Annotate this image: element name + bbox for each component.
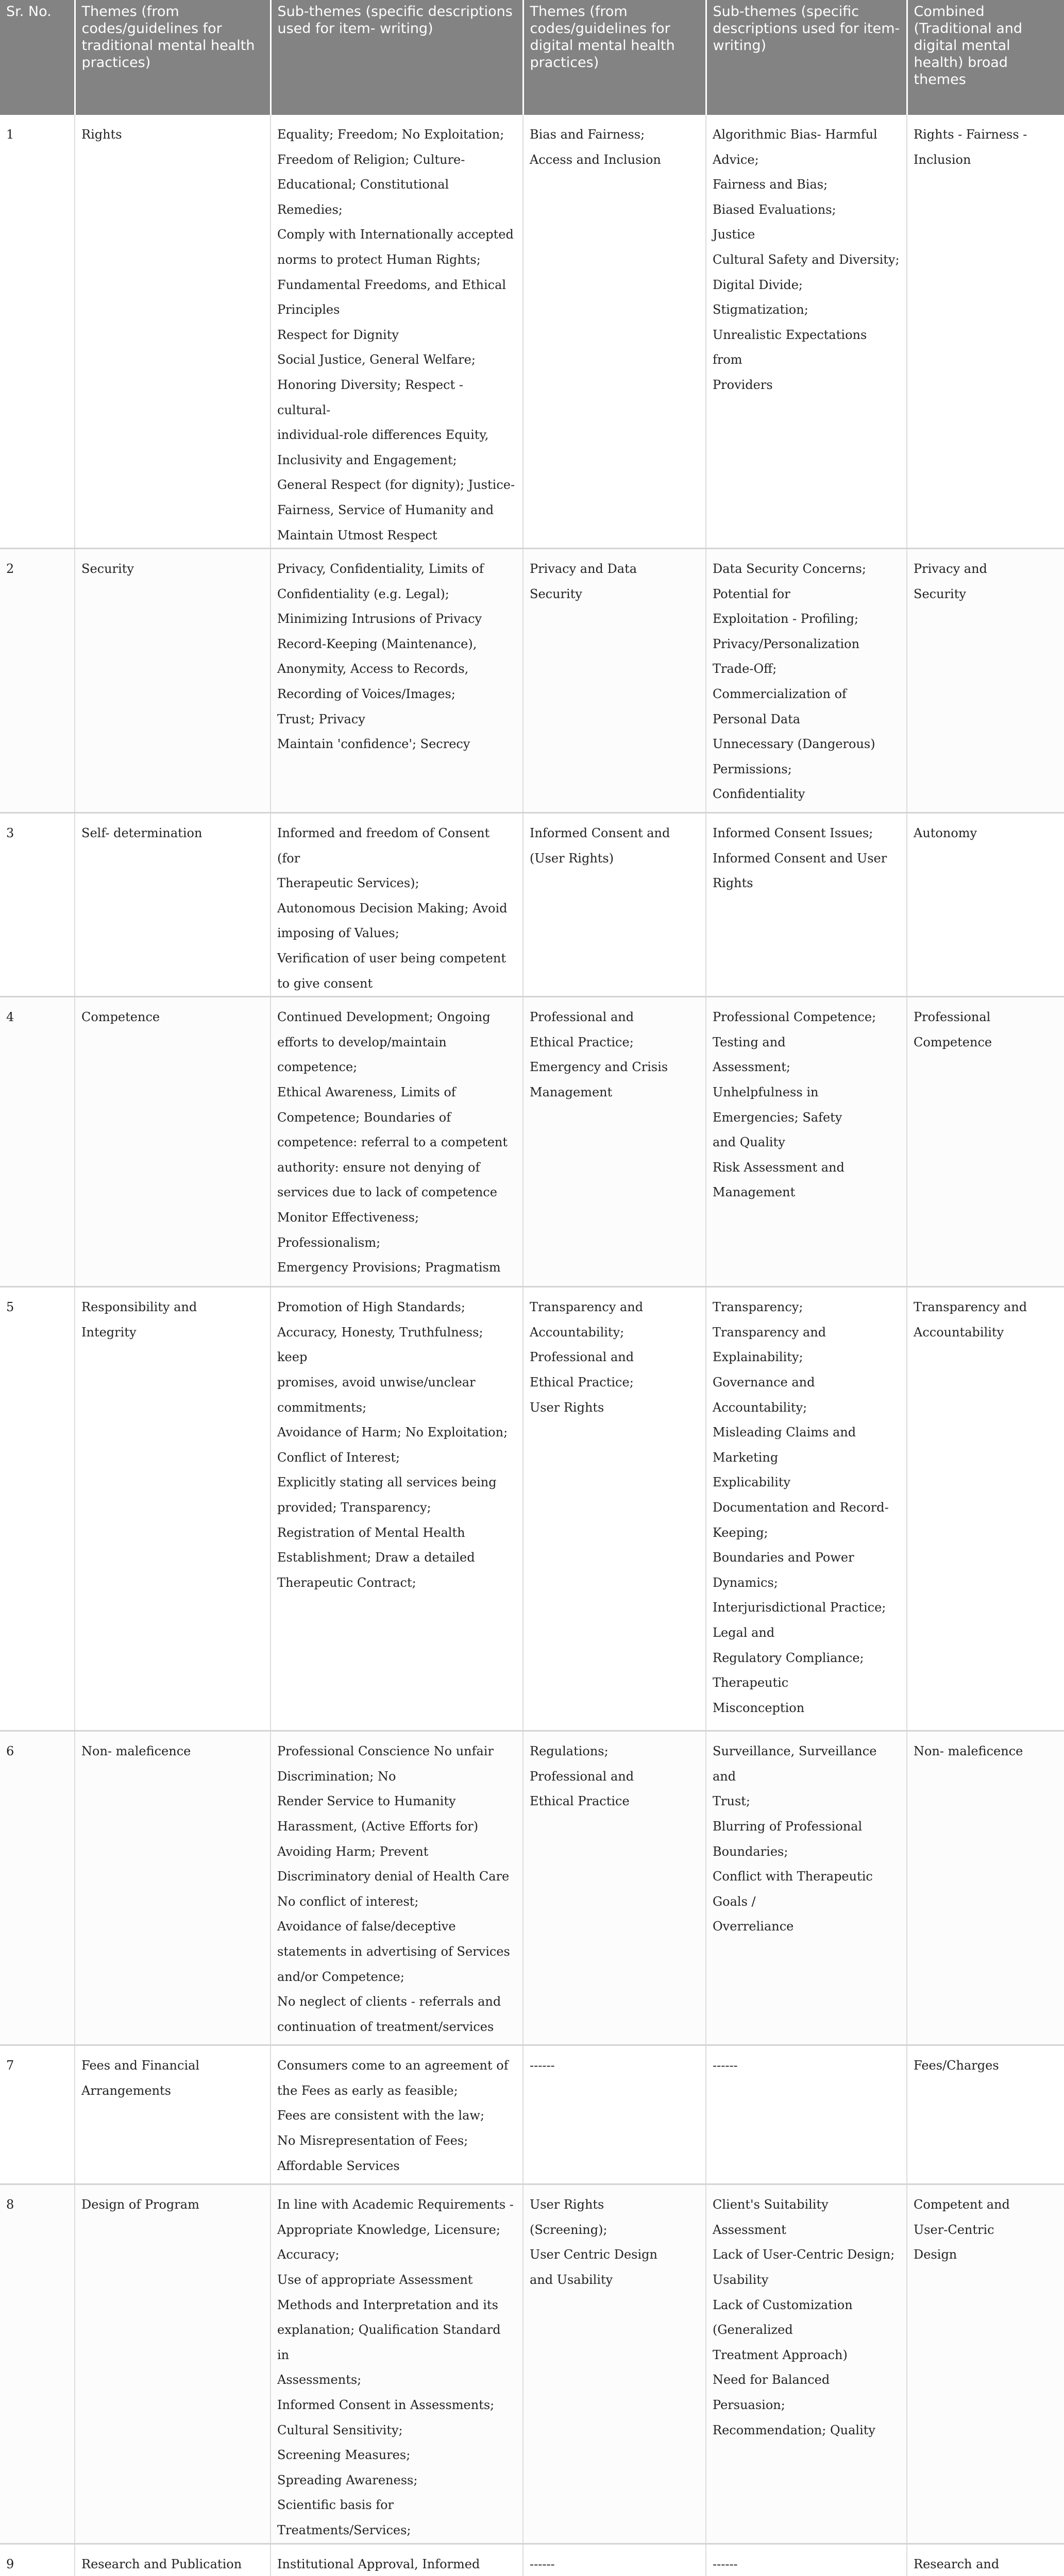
cell-line: Governance and [713,1375,815,1390]
cell-line: Exploitation - Profiling; [713,612,859,626]
cell-line: Explicability [713,1475,791,1490]
cell-line: Providers [713,377,773,392]
header-traditional-subthemes: Sub-themes (specific descriptions used for item- writing) [271,0,523,115]
combined-theme-cell [907,1287,1064,1731]
cell-line: continuation of treatment/services [277,2019,494,2034]
cell-line: Fees are consistent with the law; [277,2108,485,2123]
cell-line: Accountability; [530,1325,624,1340]
cell-line: Misconception [713,1700,805,1715]
cell-line: Unrealistic Expectations from [713,327,867,367]
cell-line: Autonomy [914,826,977,841]
traditional-theme-cell [75,813,271,997]
cell-line: Appropriate Knowledge, Licensure; [277,2222,500,2237]
cell-line: Monitor Effectiveness; [277,1210,419,1225]
cell-line: Recommendation; Quality [713,2422,875,2437]
cell-line: Accuracy; [277,2247,340,2262]
digital-subthemes-cell [706,813,907,997]
cell-line: Bias and Fairness; [530,127,645,142]
cell-line: General Respect (for dignity); Justice- [277,478,515,493]
cell-line: Marketing [713,1450,779,1465]
cell-line: Ethical Practice; [530,1375,634,1390]
cell-line: Personal Data [713,711,801,726]
cell-line: Transparency and [530,1300,644,1315]
cell-line: Boundaries and Power [713,1550,854,1565]
cell-line: Therapeutic Contract; [277,1575,416,1590]
sr-no-cell: 8 [0,2184,75,2544]
cell-line: No Misrepresentation of Fees; [277,2133,468,2148]
cell-line: Stigmatization; [713,302,808,317]
cell-line: Autonomous Decision Making; Avoid [277,901,508,916]
cell-line: Explicitly stating all services being [277,1475,497,1490]
cell-line: Ethical Awareness, Limits of [277,1085,456,1100]
cell-line: Confidentiality [713,787,805,802]
traditional-subthemes-cell [271,2184,523,2544]
cell-line: No conflict of interest; [277,1894,419,1909]
cell-line: promises, avoid unwise/unclear [277,1375,476,1390]
cell-line: Verification of user being competent [277,951,506,966]
cell-line: Unnecessary (Dangerous) [713,737,875,752]
cell-line: Emergency Provisions; Pragmatism [277,1260,501,1275]
cell-line: Discrimination; No [277,1769,396,1784]
cell-line: Render Service to Humanity [277,1794,456,1809]
combined-theme-cell [907,2544,1064,2576]
cell-line: Professional and [530,1010,634,1025]
cell-line: Fairness and Bias; [713,177,828,192]
cell-line: Informed Consent and [530,826,670,841]
cell-line: Legal and [713,1625,775,1640]
cell-line: Digital Divide; [713,277,803,292]
digital-theme-cell [523,1287,706,1731]
traditional-subthemes-cell [271,997,523,1287]
cell-line: Keeping; [713,1525,768,1540]
cell-line: Respect for Dignity [277,327,399,342]
traditional-theme-cell [75,549,271,813]
cell-line: Comply with Internationally accepted [277,227,514,242]
cell-line: Justice [713,227,755,242]
table-row [0,115,1064,549]
digital-subthemes-cell [706,2184,907,2544]
cell-line: Self- determination [81,826,202,841]
cell-line: Documentation and Record- [713,1500,889,1515]
traditional-subthemes-cell [271,2045,523,2184]
cell-line: Trust; [713,1794,750,1809]
cell-line: Record-Keeping (Maintenance), [277,636,477,651]
table-row [0,997,1064,1287]
cell-line: commitments; [277,1400,367,1415]
cell-line: Overreliance [713,1919,794,1934]
cell-line: Fees/Charges [914,2058,999,2073]
cell-line: authority: ensure not denying of [277,1160,480,1175]
cell-line: ------ [530,2058,555,2073]
cell-line: User Rights [530,2197,604,2212]
cell-line: Security [914,586,966,601]
combined-theme-cell [907,115,1064,549]
sr-no-cell: 4 [0,997,75,1287]
cell-line: Non- maleficence [81,1744,191,1759]
cell-line: Need for Balanced [713,2372,830,2387]
sr-no-cell: 9 [0,2544,75,2576]
cell-line: Lack of User-Centric Design; [713,2247,895,2262]
traditional-subthemes-cell [271,1287,523,1731]
traditional-subthemes-cell [271,549,523,813]
cell-line: and Usability [530,2273,613,2287]
sr-no-cell: 3 [0,813,75,997]
cell-line: Registration of Mental Health [277,1525,465,1540]
cell-line: Security [530,586,582,601]
cell-line: Harassment, (Active Efforts for) [277,1819,479,1834]
cell-line: ------ [713,2058,738,2073]
cell-line: Accountability; [713,1400,807,1415]
digital-subthemes-cell [706,2045,907,2184]
table-row [0,2544,1064,2576]
cell-line: individual-role differences Equity, [277,428,489,443]
cell-line: Avoiding Harm; Prevent [277,1844,429,1859]
digital-subthemes-cell [706,997,907,1287]
cell-line: Management [530,1085,613,1100]
digital-theme-cell [523,549,706,813]
cell-line: Algorithmic Bias- Harmful [713,127,877,142]
cell-line: Lack of Customization [713,2297,853,2312]
cell-line: Institutional Approval, Informed [277,2556,480,2571]
cell-line: efforts to develop/maintain [277,1035,447,1049]
cell-line: Surveillance, Surveillance and [713,1744,877,1784]
cell-line: (Generalized [713,2323,793,2337]
cell-line: Professional and [530,1769,634,1784]
traditional-theme-cell [75,1731,271,2045]
digital-subthemes-cell [706,115,907,549]
cell-line: Promotion of High Standards; [277,1300,465,1315]
traditional-theme-cell [75,2045,271,2184]
cell-line: Explainability; [713,1350,803,1365]
cell-line: Inclusion [914,152,971,167]
cell-line: Treatment Approach) [713,2347,848,2362]
table-row [0,1731,1064,2045]
digital-subthemes-cell [706,549,907,813]
cell-line: Access and Inclusion [530,152,661,167]
cell-line: Ethical Practice; [530,1035,634,1049]
cell-line: Professional Conscience No unfair [277,1744,494,1759]
digital-subthemes-cell [706,1731,907,2045]
cell-line: statements in advertising of Services [277,1944,510,1959]
cell-line: In line with Academic Requirements - [277,2197,514,2212]
cell-line: Establishment; Draw a detailed [277,1550,475,1565]
header-sr-no: Sr. No. [0,0,75,115]
combined-theme-cell [907,813,1064,997]
cell-line: Design of Program [81,2197,199,2212]
traditional-subthemes-cell [271,2544,523,2576]
cell-line: Integrity [81,1325,137,1340]
digital-theme-cell [523,813,706,997]
traditional-theme-cell [75,997,271,1287]
cell-line: Persuasion; [713,2398,785,2412]
cell-line: User Rights [530,1400,604,1415]
traditional-theme-cell [75,1287,271,1731]
header-digital-subthemes: Sub-themes (specific descriptions used for item- writing) [706,0,907,115]
table-row [0,2045,1064,2184]
cell-line: Freedom of Religion; Culture- [277,152,465,167]
cell-line: Competent and [914,2197,1010,2212]
cell-line: Confidentiality (e.g. Legal); [277,586,449,601]
cell-line: Permissions; [713,761,792,776]
cell-line: Therapeutic Services); [277,876,419,891]
cell-line: Regulatory Compliance; [713,1650,864,1665]
cell-line: Assessments; [277,2372,362,2387]
cell-line: Treatments/Services; [277,2522,411,2537]
cell-line: Discriminatory denial of Health Care [277,1869,510,1884]
cell-line: Rights [713,876,753,891]
cell-line: (User Rights) [530,851,614,866]
cell-line: Management [713,1185,796,1200]
cell-line: Research and Publication [81,2556,242,2571]
cell-line: User Centric Design [530,2247,657,2262]
cell-line: No neglect of clients - referrals and [277,1994,501,2009]
cell-line: Affordable Services [277,2158,400,2173]
digital-theme-cell [523,2184,706,2544]
cell-line: ------ [530,2556,555,2571]
cell-line: Honoring Diversity; Respect - cultural- [277,377,463,417]
cell-line: and Quality [713,1135,785,1150]
cell-line: Minimizing Intrusions of Privacy [277,612,482,626]
cell-line: Avoidance of Harm; No Exploitation; [277,1425,508,1440]
cell-line: Transparency and [914,1300,1027,1315]
cell-line: Privacy and Data [530,562,637,577]
cell-line: Scientific basis for [277,2498,394,2513]
cell-line: Privacy and [914,562,987,577]
cell-line: Professional and [530,1350,634,1365]
traditional-theme-cell [75,2544,271,2576]
cell-line: Data Security Concerns; [713,562,866,577]
combined-theme-cell [907,2184,1064,2544]
cell-line: Fairness, Service of Humanity and [277,502,494,517]
cell-line: User-Centric [914,2222,994,2237]
sr-no-cell: 1 [0,115,75,549]
cell-line: (Screening); [530,2222,607,2237]
cell-line: Accountability [914,1325,1004,1340]
cell-line: Non- maleficence [914,1744,1023,1759]
cell-line: Informed Consent in Assessments; [277,2398,495,2412]
cell-line: Privacy/Personalization [713,636,860,651]
traditional-theme-cell [75,115,271,549]
cell-line: ------ [713,2556,738,2571]
cell-line: Goals / [713,1894,756,1909]
cell-line: Risk Assessment and [713,1160,845,1175]
cell-line: Rights - Fairness - [914,127,1027,142]
cell-line: Maintain 'confidence'; Secrecy [277,737,470,752]
cell-line: Avoidance of false/deceptive [277,1919,456,1934]
cell-line: Privacy, Confidentiality, Limits of [277,562,484,577]
cell-line: the Fees as early as feasible; [277,2083,458,2098]
cell-line: Design [914,2247,957,2262]
cell-line: Equality; Freedom; No Exploitation; [277,127,504,142]
cell-line: Professional [914,1010,991,1025]
cell-line: Professional Competence; [713,1010,876,1025]
cell-line: Client's Suitability [713,2197,829,2212]
cell-line: Unhelpfulness in [713,1085,819,1100]
cell-line: Misleading Claims and [713,1425,856,1440]
cell-line: to give consent [277,976,373,991]
cell-line: Competence [914,1035,992,1049]
cell-line: explanation; Qualification Standard in [277,2323,501,2362]
cell-line: Accuracy, Honesty, Truthfulness; keep [277,1325,483,1365]
cell-line: Transparency; [713,1300,803,1315]
cell-line: Cultural Safety and Diversity; [713,252,900,267]
cell-line: Competence; Boundaries of [277,1110,451,1125]
table-row [0,2184,1064,2544]
cell-line: Regulations; [530,1744,609,1759]
cell-line: Fundamental Freedoms, and Ethical [277,277,506,292]
cell-line: Boundaries; [713,1844,788,1859]
cell-line: Interjurisdictional Practice; [713,1600,886,1615]
table-row [0,813,1064,997]
cell-line: norms to protect Human Rights; [277,252,481,267]
digital-theme-cell [523,1731,706,2045]
cell-line: Dynamics; [713,1575,778,1590]
traditional-subthemes-cell [271,813,523,997]
cell-line: Commercialization of [713,687,847,702]
cell-line: Research and [914,2556,1000,2571]
cell-line: Blurring of Professional [713,1819,863,1834]
cell-line: Advice; [713,152,759,167]
cell-line: Security [81,562,134,577]
combined-theme-cell [907,997,1064,1287]
cell-line: Assessment; [713,1060,790,1075]
cell-line: Maintain Utmost Respect [277,528,437,543]
cell-line: Consumers come to an agreement of [277,2058,509,2073]
cell-line: Use of appropriate Assessment [277,2273,473,2287]
cell-line: provided; Transparency; [277,1500,431,1515]
cell-line: Spreading Awareness; [277,2472,418,2487]
digital-theme-cell [523,2045,706,2184]
cell-line: Cultural Sensitivity; [277,2422,403,2437]
cell-line: Trade-Off; [713,662,777,676]
table-row [0,549,1064,813]
cell-line: Usability [713,2273,769,2287]
cell-line: Screening Measures; [277,2448,411,2463]
cell-line: Emergency and Crisis [530,1060,668,1075]
cell-line: Ethical Practice [530,1794,630,1809]
cell-line: Principles [277,302,340,317]
combined-theme-cell [907,549,1064,813]
cell-line: Conflict with Therapeutic [713,1869,873,1884]
combined-theme-cell [907,2045,1064,2184]
cell-line: Testing and [713,1035,786,1049]
sr-no-cell: 5 [0,1287,75,1731]
traditional-subthemes-cell [271,1731,523,2045]
cell-line: Inclusivity and Engagement; [277,452,457,467]
digital-subthemes-cell [706,2544,907,2576]
cell-line: Trust; Privacy [277,711,365,726]
cell-line: Fees and Financial [81,2058,200,2073]
cell-line: Competence [81,1010,160,1025]
header-row [0,0,1064,115]
cell-line: Informed Consent Issues; [713,826,873,841]
cell-line: Anonymity, Access to Records, [277,662,469,676]
cell-line: Social Justice, General Welfare; [277,352,476,367]
cell-line: Professionalism; [277,1235,381,1250]
header-traditional-themes: Themes (from codes/guidelines for traditional mental health practices) [75,0,271,115]
digital-theme-cell [523,2544,706,2576]
digital-theme-cell [523,115,706,549]
cell-line: imposing of Values; [277,926,399,941]
sr-no-cell: 6 [0,1731,75,2045]
cell-line: Responsibility and [81,1300,197,1315]
cell-line: Arrangements [81,2083,171,2098]
table-header [0,0,1064,115]
cell-line: and/or Competence; [277,1969,404,1984]
cell-line: Methods and Interpretation and its [277,2297,498,2312]
digital-subthemes-cell [706,1287,907,1731]
cell-line: Potential for [713,586,790,601]
cell-line: competence; [277,1060,358,1075]
cell-line: Assessment [713,2222,786,2237]
sr-no-cell: 7 [0,2045,75,2184]
cell-line: Conflict of Interest; [277,1450,400,1465]
traditional-subthemes-cell [271,115,523,549]
cell-line: Informed Consent and User [713,851,887,866]
table-body [0,115,1064,2576]
cell-line: services due to lack of competence [277,1185,497,1200]
cell-line: Transparency and [713,1325,826,1340]
combined-theme-cell [907,1731,1064,2045]
cell-line: Recording of Voices/Images; [277,687,455,702]
cell-line: Continued Development; Ongoing [277,1010,491,1025]
cell-line: competence: referral to a competent [277,1135,508,1150]
table-row [0,1287,1064,1731]
cell-line: Emergencies; Safety [713,1110,842,1125]
cell-line: Educational; Constitutional Remedies; [277,177,449,217]
traditional-theme-cell [75,2184,271,2544]
cell-line: Informed and freedom of Consent (for [277,826,490,866]
header-combined-themes: Combined (Traditional and digital mental health) broad themes [907,0,1064,115]
cell-line: Therapeutic [713,1675,789,1690]
cell-line: Rights [81,127,122,142]
cell-line: Biased Evaluations; [713,202,836,217]
sr-no-cell: 2 [0,549,75,813]
digital-theme-cell [523,997,706,1287]
header-digital-themes: Themes (from codes/guidelines for digital mental health practices) [523,0,706,115]
